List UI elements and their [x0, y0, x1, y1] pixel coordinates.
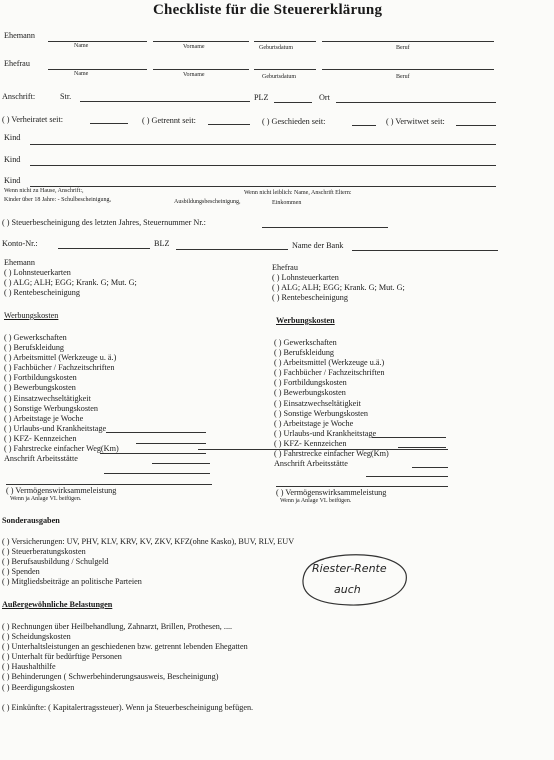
kind-note: Wenn nicht leiblich: Name, Anschrift Eltern:	[244, 190, 352, 196]
ehemann-vorname-line[interactable]	[153, 41, 249, 42]
sublabel-vorname: Vorname	[183, 72, 205, 78]
ehefrau-werbungskosten-heading: Werbungskosten	[276, 316, 335, 325]
verheiratet-line[interactable]	[90, 123, 128, 124]
sublabel-vorname: Vorname	[183, 44, 205, 50]
ehemann-fahrstrecke-line[interactable]	[152, 463, 210, 464]
ehefrau-anschrift-line[interactable]	[366, 476, 448, 477]
ehemann-wk-item[interactable]: Anschrift Arbeitsstätte	[4, 454, 78, 464]
status-geschieden[interactable]: ( ) Geschieden seit:	[262, 117, 326, 126]
ehefrau-geburtsdatum-line[interactable]	[254, 69, 316, 70]
belastungen-item[interactable]: ( ) Unterhaltsleistungen an geschiedenen bzw. getrennt lebenden Ehegatten	[2, 642, 248, 652]
ehefrau-lohnsteuerkarten[interactable]: ( ) Lohnsteuerkarten	[272, 273, 339, 282]
blz-line[interactable]	[176, 249, 288, 250]
ehemann-anschrift-line[interactable]	[104, 473, 210, 474]
plz-label: PLZ	[254, 93, 269, 102]
ehemann-alg[interactable]: ( ) ALG; ALH; EGG; Krank. G; Mut. G;	[4, 278, 137, 288]
page-title: Checkliste für die Steuererklärung	[153, 2, 383, 18]
belastungen-item[interactable]: ( ) Haushalthilfe	[2, 662, 56, 672]
ehefrau-urlaub-line[interactable]	[398, 447, 446, 448]
ehemann-wk-item[interactable]: ( ) Fahrstrecke einfacher Weg(Km)	[4, 444, 119, 454]
ehemann-wk-item[interactable]: ( ) Arbeitstage je Woche	[4, 413, 84, 423]
ehemann-heading: Ehemann	[4, 258, 35, 267]
handwritten-circle	[300, 552, 410, 608]
ehemann-wk-item[interactable]: ( ) Sonstige Werbungskosten	[4, 403, 99, 413]
sonderausgaben-list	[2, 537, 294, 587]
ehefrau-rente[interactable]: ( ) Rentebescheinigung	[272, 293, 348, 303]
ehemann-wk-item[interactable]: ( ) Fortbildungskosten	[4, 373, 77, 383]
ehemann-wk-item[interactable]: ( ) Urlaubs-und Krankheitstage	[4, 423, 107, 433]
sublabel-beruf: Beruf	[396, 45, 410, 51]
ehemann-wk-list	[4, 333, 119, 464]
kind-line[interactable]	[30, 186, 496, 187]
ehemann-beruf-line[interactable]	[322, 41, 494, 42]
kind-note: Ausbildungsbescheinigung,	[174, 199, 241, 205]
ort-label: Ort	[319, 93, 330, 102]
status-verheiratet[interactable]: ( ) Verheiratet seit:	[2, 115, 64, 124]
ehefrau-name-line[interactable]	[48, 69, 147, 70]
sublabel-geburtsdatum: Geburtsdatum	[262, 74, 296, 80]
ehefrau-wk-item[interactable]: Anschrift Arbeitsstätte	[274, 459, 348, 469]
ehemann-wk-item[interactable]: ( ) Arbeitsmittel (Werkzeuge u. ä.)	[4, 353, 117, 363]
ehefrau-vorname-line[interactable]	[153, 69, 249, 70]
kfz-strike-line	[198, 449, 448, 450]
ehemann-wk-item[interactable]: ( ) Bewerbungskosten	[4, 383, 76, 393]
handwritten-line-1: Riester-Rente	[312, 562, 387, 575]
sonderausgaben-item[interactable]: ( ) Mitgliedsbeiträge an politische Parteien	[2, 577, 142, 587]
bank-label: Name der Bank	[292, 241, 344, 250]
ehefrau-anschrift-line-2[interactable]	[276, 486, 448, 487]
ehefrau-wk-item[interactable]: ( ) Bewerbungskosten	[274, 388, 346, 398]
sonderausgaben-item[interactable]: ( ) Spenden	[2, 567, 40, 577]
ehefrau-fahrstrecke-line[interactable]	[412, 467, 448, 468]
sublabel-name: Name	[74, 43, 89, 49]
status-getrennt[interactable]: ( ) Getrennt seit:	[142, 116, 196, 125]
blz-label: BLZ	[154, 239, 170, 248]
ehefrau-wk-item[interactable]: ( ) Gewerkschaften	[274, 338, 337, 347]
kind-label: Kind	[4, 155, 21, 164]
ehemann-wk-item[interactable]: ( ) Einsatzwechseltätigkeit	[4, 393, 91, 403]
ehefrau-vl-note: Wenn ja Anlage VL beifügen.	[280, 498, 352, 504]
handwritten-line-2: auch	[334, 583, 361, 596]
ehemann-label: Ehemann	[4, 31, 35, 40]
ehemann-vl-note: Wenn ja Anlage VL beifügen.	[10, 496, 82, 502]
ehefrau-wk-item[interactable]: ( ) Fachbücher / Fachzeitschriften	[274, 368, 385, 378]
ehemann-kfz-line[interactable]	[100, 453, 206, 454]
kind-note: Einkommen	[272, 200, 302, 206]
kind-line[interactable]	[30, 144, 496, 145]
ehefrau-label: Ehefrau	[4, 59, 30, 68]
belastungen-list	[2, 622, 248, 693]
ehemann-wk-item[interactable]: ( ) Berufskleidung	[4, 343, 65, 353]
ehemann-geburtsdatum-line[interactable]	[254, 41, 316, 42]
ehemann-anschrift-line-2[interactable]	[6, 484, 212, 485]
ehefrau-items	[272, 273, 405, 303]
ehefrau-wk-item[interactable]: ( ) Arbeitsmittel (Werkzeuge u.ä.)	[274, 358, 385, 368]
steuernummer-line[interactable]	[262, 227, 388, 228]
ehefrau-alg[interactable]: ( ) ALG; ALH; EGG; Krank. G; Mut. G;	[272, 283, 405, 293]
sublabel-name: Name	[74, 71, 89, 77]
verwitwet-line[interactable]	[456, 125, 496, 126]
anschrift-label: Anschrift:	[2, 92, 36, 101]
str-label: Str.	[60, 92, 72, 101]
sonderausgaben-item[interactable]: ( ) Versicherungen: UV, PHV, KLV, KRV, KV, ZKV, KFZ(ohne Kasko), BUV, RLV, EUV	[2, 537, 295, 546]
sublabel-geburtsdatum: Geburtsdatum	[259, 45, 293, 51]
ehefrau-wk-item[interactable]: ( ) Fortbildungskosten	[274, 378, 347, 388]
plz-line[interactable]	[274, 102, 312, 103]
bank-line[interactable]	[352, 250, 498, 251]
geschieden-line[interactable]	[352, 125, 376, 126]
ehefrau-vl[interactable]: ( ) Vermögenswirksammeleistung	[276, 488, 387, 497]
ehemann-urlaub-line[interactable]	[136, 443, 206, 444]
ehefrau-heading: Ehefrau	[272, 263, 298, 272]
ehemann-arbeitstage-line[interactable]	[106, 432, 206, 433]
sonderausgaben-item[interactable]: ( ) Berufsausbildung / Schulgeld	[2, 557, 109, 567]
ehemann-lohnsteuerkarten[interactable]: ( ) Lohnsteuerkarten	[4, 268, 71, 277]
street-line[interactable]	[80, 101, 250, 102]
ehefrau-arbeitstage-line[interactable]	[372, 437, 446, 438]
ehemann-wk-item[interactable]: ( ) KFZ- Kennzeichen	[4, 433, 77, 443]
ehefrau-beruf-line[interactable]	[322, 69, 494, 70]
ort-line[interactable]	[336, 102, 496, 103]
belastungen-heading: Außergewöhnliche Belastungen	[2, 600, 113, 609]
status-verwitwet[interactable]: ( ) Verwitwet seit:	[386, 117, 445, 126]
konto-line[interactable]	[58, 248, 150, 249]
belastungen-item[interactable]: ( ) Scheidungskosten	[2, 632, 71, 642]
belastungen-item[interactable]: ( ) Beerdigungskosten	[2, 682, 75, 692]
kind-label: Kind	[4, 133, 21, 142]
kind-label: Kind	[4, 176, 21, 185]
ehemann-wk-item[interactable]: ( ) Fachbücher / Fachzeitschriften	[4, 363, 115, 373]
steuerbescheinigung-item[interactable]: ( ) Steuerbescheinigung des letzten Jahres, Steuernummer Nr.:	[2, 218, 206, 227]
ehefrau-wk-item[interactable]: ( ) Fahrstrecke einfacher Weg(Km)	[274, 449, 389, 459]
ehefrau-wk-item[interactable]: ( ) Berufskleidung	[274, 348, 335, 358]
sonderausgaben-item[interactable]: ( ) Steuerberatungskosten	[2, 547, 86, 557]
ehemann-wk-item[interactable]: ( ) Gewerkschaften	[4, 333, 67, 342]
ehefrau-wk-item[interactable]: ( ) Sonstige Werbungskosten	[274, 408, 369, 418]
belastungen-item[interactable]: ( ) Rechnungen über Heilbehandlung, Zahnarzt, Brillen, Prothesen, ....	[2, 622, 233, 631]
ehemann-items	[4, 268, 137, 298]
belastungen-item[interactable]: ( ) Unterhalt für bedürftige Personen	[2, 652, 122, 662]
ehemann-werbungskosten-heading: Werbungskosten	[4, 311, 59, 320]
kind-line[interactable]	[30, 165, 496, 166]
sonderausgaben-heading: Sonderausgaben	[2, 516, 60, 525]
belastungen-item[interactable]: ( ) Behinderungen ( Schwerbehinderungsausweis, Bescheinigung)	[2, 672, 219, 682]
getrennt-line[interactable]	[208, 124, 250, 125]
konto-label: Konto-Nr.:	[2, 239, 38, 248]
ehefrau-wk-item[interactable]: ( ) Urlaubs-und Krankheitstage	[274, 428, 377, 438]
ehemann-rente[interactable]: ( ) Rentebescheinigung	[4, 288, 80, 298]
ehemann-vl[interactable]: ( ) Vermögenswirksammeleistung	[6, 486, 117, 495]
ehemann-name-line[interactable]	[48, 41, 147, 42]
handwritten-note	[300, 552, 410, 608]
kind-note: Wenn nicht zu Hause, Anschrift:,	[4, 188, 84, 194]
ehefrau-wk-item[interactable]: ( ) Arbeitstage je Woche	[274, 418, 354, 428]
sublabel-beruf: Beruf	[396, 74, 410, 80]
ehefrau-wk-item[interactable]: ( ) KFZ- Kennzeichen	[274, 438, 347, 448]
einkuenfte-item[interactable]: ( ) Einkünfte: ( Kapitalertragssteuer). Wenn ja Steuerbescheinigung befügen.	[2, 703, 254, 712]
kind-note: Kinder über 18 Jahre: - Schulbescheinigung,	[4, 197, 111, 203]
ehefrau-wk-item[interactable]: ( ) Einsatzwechseltätigkeit	[274, 398, 361, 408]
